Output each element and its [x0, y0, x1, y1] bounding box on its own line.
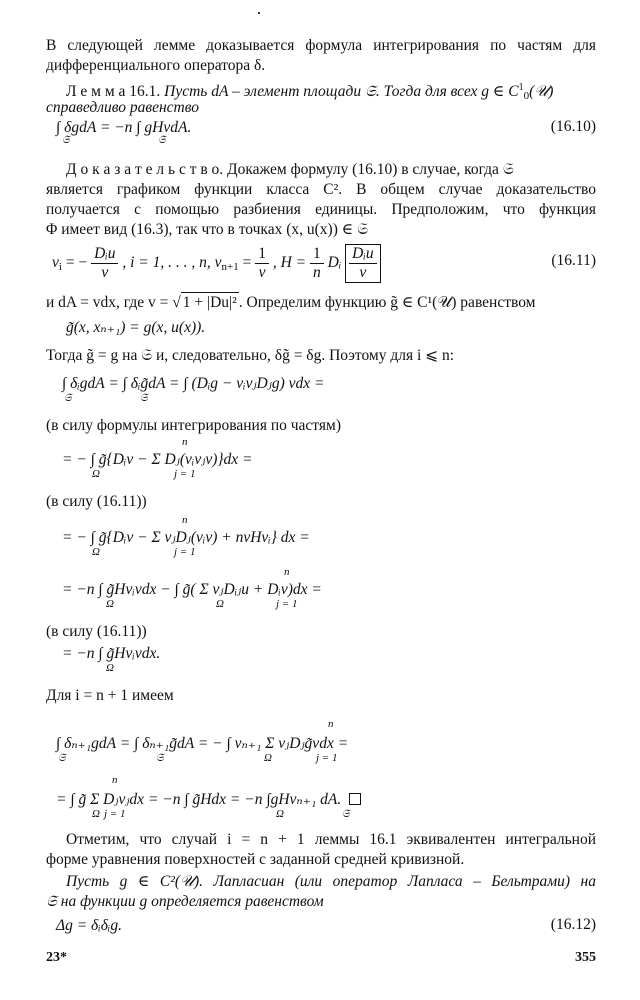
eq-b-omega: Ω [92, 468, 100, 480]
proof-text-1: Докажем формулу (16.10) в случае, когда 𝔖 [227, 161, 514, 178]
eq-b-top: n [182, 436, 188, 448]
eq-c-bot: j = 1 [174, 546, 196, 558]
equation-g [56, 790, 361, 810]
definition-text-2: 𝔖 на функции g определяется равенством [46, 893, 324, 910]
proof-line-1 [66, 160, 514, 180]
lemma-line-2-text: справедливо равенство [46, 99, 199, 116]
eq-16-11-bracket [345, 244, 380, 283]
equation-16-12-body: Δg = δᵢδᵢg. [56, 917, 122, 934]
equation-16-10-body: ∫ δgdA = −n ∫ gHνdA. [56, 119, 192, 136]
by-16-11-note-a: (в силу (16.11)) [46, 493, 147, 510]
equation-f [56, 734, 348, 754]
eq-c-top: n [182, 514, 188, 526]
proof-line-4: Φ имеет вид (16.3), так что в точках (x, u(x)) ∈ 𝔖 [46, 221, 368, 238]
eq-16-11-frac-4 [349, 245, 376, 282]
equation-number-16-10: (16.10) [550, 118, 596, 135]
footer-signature-mark: 23* [46, 950, 67, 965]
lemma-end: (𝒰) [529, 83, 554, 100]
eq-16-11-nu2: ν [214, 254, 222, 272]
equation-c-body: = − ∫ g̃{Dᵢv − Σ νⱼDⱼ(νᵢv) + nνHνᵢ} dx = [62, 529, 310, 546]
eq-16-11-one: 1 [255, 245, 269, 264]
lemma-text: Пусть dA – элемент площади 𝔖. Тогда для всех g ∈ C [164, 83, 519, 100]
eq-g-surface: 𝔖 [342, 808, 350, 820]
eq-f-bot: j = 1 [316, 752, 338, 764]
eq-d-top: n [284, 566, 290, 578]
eq-b-bot: j = 1 [174, 468, 196, 480]
eq-16-11-frac-2 [255, 245, 269, 282]
eq-16-11-i: i [58, 261, 62, 274]
qed-square-icon [349, 793, 361, 805]
eq-f-sub-2: 𝔖 [156, 752, 164, 764]
eq-f-sub-1: 𝔖 [58, 752, 66, 764]
intro-line-1: В следующей лемме доказывается формула интегрирования по частям для [46, 37, 596, 54]
eq-16-11-eq2: = [242, 254, 252, 272]
lemma-label: Л е м м а 16.1. [66, 83, 161, 100]
equation-f-body: ∫ δₙ₊₁gdA = ∫ δₙ₊₁g̃dA = − ∫ νₙ₊₁ Σ νⱼDⱼg̃vdx = [56, 735, 349, 752]
gtilde-definition [66, 318, 205, 338]
definition-text-1: Пусть g ∈ C²(𝒰). Лапласиан (или оператор Лапласа – Бельтрами) на [66, 873, 596, 890]
dA-line: и dA = vdx, где v = √ 1 + |Du|² . Определим функцию g̃ ∈ C¹(𝒰) равенством [46, 294, 536, 311]
proof-label: Д о к а з а т е л ь с т в о. [66, 161, 224, 178]
eq-16-11-H: , H = [272, 254, 307, 272]
eq-16-11-Di: Dᵢ [327, 254, 342, 272]
equation-a-body: ∫ δᵢgdA = ∫ δᵢg̃dA = ∫ (Dᵢg − νᵢνⱼDⱼg) vdx = [62, 375, 325, 392]
equation-16-11 [52, 244, 381, 285]
eq-d-omega-1: Ω [106, 598, 114, 610]
eq-g-omega-1: Ω [92, 808, 100, 820]
eq-16-11-one-n: 1 [310, 245, 324, 264]
eq-16-11-frac-3 [310, 245, 324, 282]
eq-f-omega: Ω [264, 752, 272, 764]
eq-16-11-range: , i = 1, . . . , n, [122, 254, 211, 272]
dA-text-2: . Определим функцию g̃ ∈ C¹(𝒰) равенством [238, 294, 536, 311]
equation-g-body: = ∫ g̃ Σ Dⱼνⱼdx = −n ∫ g̃Hdx = −n ∫gHνₙ₊₁ dA. [56, 791, 342, 808]
eq-d-omega-2: Ω [216, 598, 224, 610]
eq-16-10-sub-2: 𝔖 [158, 134, 166, 146]
eq-16-11-eq: = − [65, 254, 88, 272]
eq-e-omega: Ω [106, 662, 114, 674]
eq-a-sub-2: 𝔖 [140, 392, 148, 404]
definition-line-1 [66, 872, 596, 892]
eq-16-11-br-den: v [359, 264, 367, 281]
eq-16-11-n1: n+1 [221, 261, 239, 274]
eq-a-sub-1: 𝔖 [64, 392, 72, 404]
equation-d [62, 580, 322, 600]
equation-b [62, 450, 253, 470]
lemma-sup: 1 [518, 82, 524, 93]
proof-line-2: является графиком функции класса C². В общем случае доказательство [46, 181, 596, 198]
eq-16-10-sub-1: 𝔖 [62, 134, 70, 146]
for-i-line: Для i = n + 1 имеем [46, 687, 174, 704]
eq-g-top: n [112, 774, 118, 786]
by-parts-note: (в силу формулы интегрирования по частям) [46, 417, 341, 434]
eq-16-11-n: n [313, 264, 321, 281]
eq-g-bot: j = 1 [104, 808, 126, 820]
by-16-11-note-b: (в силу (16.11)) [46, 623, 147, 640]
then-line: Тогда g̃ = g на 𝔖 и, следовательно, δg̃ = δg. Поэтому для i ⩽ n: [46, 347, 455, 364]
equation-d-body: = −n ∫ g̃Hνᵢvdx − ∫ g̃( Σ νⱼDᵢⱼu + Dᵢv)dx = [62, 581, 322, 598]
eq-d-bot: j = 1 [276, 598, 298, 610]
equation-b-body: = − ∫ g̃{Dᵢv − Σ Dⱼ(νᵢνⱼv)}dx = [62, 451, 253, 468]
proof-line-3: получается с помощью разбиения единицы. Предположим, что функция [46, 201, 596, 218]
eq-16-11-br-num: Dᵢu [349, 245, 376, 264]
equation-number-16-11: (16.11) [551, 252, 596, 269]
eq-c-omega: Ω [92, 546, 100, 558]
remark-line-2: форме уравнения поверхностей с заданной средней кривизной. [46, 851, 465, 868]
eq-16-11-num: Dᵢu [91, 245, 118, 264]
equation-c [62, 528, 310, 548]
dA-text-1: и dA = vdx, где v = [46, 294, 169, 311]
definition-line-2 [46, 892, 324, 912]
eq-16-11-v: v [258, 264, 266, 281]
intro-line-2: дифференциального оператора δ. [46, 57, 266, 74]
dA-sqrt: 1 + |Du|² [182, 294, 237, 311]
equation-a [62, 374, 324, 394]
eq-16-11-den: v [101, 264, 109, 281]
equation-number-16-12: (16.12) [550, 916, 596, 933]
equation-16-10 [56, 118, 191, 138]
equation-16-12 [56, 916, 122, 936]
gtilde-text: g̃(x, xₙ₊₁) = g(x, u(x)). [66, 319, 206, 336]
scan-speck [258, 12, 260, 14]
equation-e [62, 644, 160, 664]
lemma-line-2 [46, 98, 199, 118]
page-number: 355 [575, 950, 596, 965]
eq-16-11-frac-1 [91, 245, 118, 282]
eq-g-omega-2: Ω [276, 808, 284, 820]
eq-16-11-nu: ν [52, 254, 59, 272]
remark-line-1: Отметим, что случай i = n + 1 леммы 16.1 эквивалентен интегральной [66, 831, 596, 848]
eq-f-top: n [328, 718, 334, 730]
equation-e-body: = −n ∫ g̃Hνᵢvdx. [62, 645, 161, 662]
lemma-sub: 0 [523, 90, 530, 102]
